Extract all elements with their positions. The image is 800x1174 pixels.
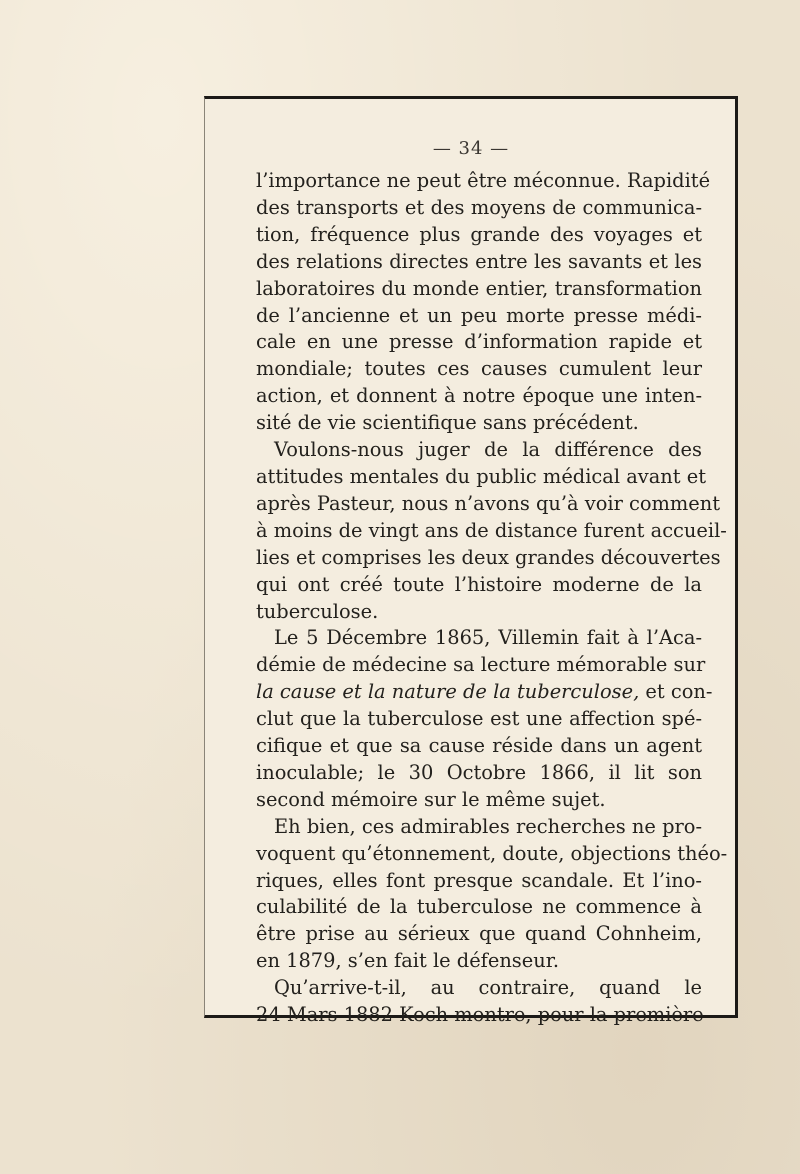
text-line: voquent qu’étonnement, doute, objections théo- bbox=[256, 841, 728, 865]
text-line: démie de médecine sa lecture mémorable sur bbox=[256, 653, 706, 677]
text-line: à moins de vingt ans de distance furent accueil- bbox=[256, 518, 727, 542]
text-line: action, et donnent à notre époque une inten- bbox=[256, 384, 702, 408]
text-line: des transports et des moyens de communica- bbox=[256, 195, 702, 219]
text-line: cale en une presse d’information rapide et bbox=[256, 330, 702, 354]
text-line-with-italic-title bbox=[256, 679, 713, 706]
text-line: l’importance ne peut être méconnue. Rapidité bbox=[256, 169, 711, 192]
text-line: clut que la tuberculose est une affection spé- bbox=[256, 707, 702, 731]
text-line: culabilité de la tuberculose ne commence à bbox=[256, 895, 702, 919]
text-line: 24 Mars 1882 Koch montre, pour la première bbox=[256, 1003, 704, 1027]
text-line: être prise au sérieux que quand Cohnheim, bbox=[256, 922, 702, 946]
line-continuation: et con- bbox=[639, 680, 713, 704]
text-line: qui ont créé toute l’histoire moderne de la bbox=[256, 572, 702, 596]
text-line: attitudes mentales du public médical avant et bbox=[256, 464, 706, 488]
text-line: mondiale; toutes ces causes cumulent leur bbox=[256, 357, 702, 381]
text-line: laboratoires du monde entier, transformation bbox=[256, 276, 702, 300]
page-number: — 34 — bbox=[432, 138, 510, 159]
text-line: lies et comprises les deux grandes découvertes bbox=[256, 545, 721, 569]
paragraph-start-line: Qu’arrive-t-il, au contraire, quand le bbox=[274, 976, 702, 1000]
text-line: second mémoire sur le même sujet. bbox=[256, 787, 606, 811]
text-line: riques, elles font presque scandale. Et l’ino- bbox=[256, 868, 702, 892]
paragraph-start-line: Eh bien, ces admirables recherches ne pro- bbox=[274, 814, 702, 838]
text-line: après Pasteur, nous n’avons qu’à voir comment bbox=[256, 491, 721, 515]
text-line: sité de vie scientifique sans précédent. bbox=[256, 411, 639, 435]
text-line: en 1879, s’en fait le défenseur. bbox=[256, 949, 560, 973]
text-line: tion, fréquence plus grande des voyages et bbox=[256, 222, 702, 246]
paragraph-start-line: Le 5 Décembre 1865, Villemin fait à l’Aca- bbox=[274, 626, 702, 650]
italic-title: la cause et la nature de la tuberculose, bbox=[256, 680, 640, 704]
paragraph-start-line: Voulons-nous juger de la différence des bbox=[274, 438, 702, 462]
text-line: des relations directes entre les savants et les bbox=[256, 249, 702, 273]
text-line: de l’ancienne et un peu morte presse médi- bbox=[256, 303, 702, 327]
body-text bbox=[256, 168, 728, 1029]
text-line: inoculable; le 30 Octobre 1866, il lit son bbox=[256, 760, 702, 784]
text-line: cifique et que sa cause réside dans un agent bbox=[256, 734, 702, 758]
text-line: tuberculose. bbox=[256, 599, 379, 623]
